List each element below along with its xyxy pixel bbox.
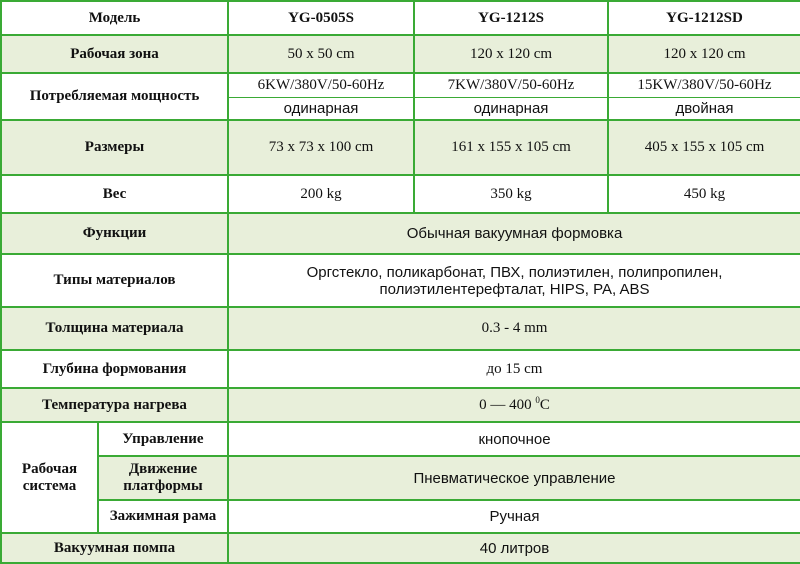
dimensions-value: 405 x 155 x 105 cm — [608, 120, 800, 175]
control-row — [1, 422, 800, 456]
power-type: одинарная — [228, 97, 414, 120]
power-value: 15KW/380V/50-60Hz — [608, 73, 800, 97]
working-area-value: 120 x 120 cm — [414, 35, 608, 73]
dimensions-value: 73 x 73 x 100 cm — [228, 120, 414, 175]
dimensions-row — [1, 120, 800, 175]
model-yg-0505s: YG-0505S — [228, 1, 414, 35]
working-area-label: Рабочая зона — [1, 35, 228, 73]
power-value: 6KW/380V/50-60Hz — [228, 73, 414, 97]
power-row — [1, 73, 800, 97]
platform-label — [98, 456, 228, 500]
platform-value: Пневматическое управление — [228, 456, 800, 500]
materials-line-1: Оргстекло, поликарбонат, ПВХ, полиэтилен, полипропилен, — [306, 263, 723, 281]
frame-label: Зажимная рама — [98, 500, 228, 533]
power-label: Потребляемая мощность — [1, 73, 228, 120]
thickness-row — [1, 307, 800, 350]
work-system-label-line-2: система — [22, 477, 77, 494]
dimensions-value: 161 x 155 x 105 cm — [414, 120, 608, 175]
weight-row — [1, 175, 800, 213]
weight-value: 450 kg — [608, 175, 800, 213]
temperature-row — [1, 388, 800, 422]
platform-label-line-1: Движение — [128, 461, 198, 477]
model-row — [1, 1, 800, 35]
platform-label-line-2: платформы — [123, 478, 203, 494]
temperature-degree: 0 — [535, 394, 540, 405]
dimensions-label: Размеры — [1, 120, 228, 175]
frame-value: Ручная — [228, 500, 800, 533]
materials-value — [228, 254, 800, 307]
power-type: двойная — [608, 97, 800, 120]
vacuum-pump-value: 40 литров — [228, 533, 800, 563]
thickness-label: Толщина материала — [1, 307, 228, 350]
power-value: 7KW/380V/50-60Hz — [414, 73, 608, 97]
functions-row — [1, 213, 800, 254]
control-label: Управление — [98, 422, 228, 456]
temperature-unit: C — [539, 396, 550, 413]
weight-label: Вес — [1, 175, 228, 213]
materials-label: Типы материалов — [1, 254, 228, 307]
platform-row — [1, 456, 800, 500]
materials-row — [1, 254, 800, 307]
depth-value: до 15 cm — [228, 350, 800, 388]
model-label: Модель — [1, 1, 228, 35]
model-yg-1212s: YG-1212S — [414, 1, 608, 35]
working-area-value: 50 x 50 cm — [228, 35, 414, 73]
depth-row — [1, 350, 800, 388]
control-value: кнопочное — [228, 422, 800, 456]
work-system-label — [1, 422, 98, 533]
vacuum-pump-label: Вакуумная помпа — [1, 533, 228, 563]
work-system-label-line-1: Рабочая — [21, 460, 78, 477]
depth-label: Глубина формования — [1, 350, 228, 388]
model-yg-1212sd: YG-1212SD — [608, 1, 800, 35]
vacuum-pump-row — [1, 533, 800, 563]
thickness-value: 0.3 - 4 mm — [228, 307, 800, 350]
temperature-range: 0 — 400 — [479, 396, 536, 413]
functions-label: Функции — [1, 213, 228, 254]
working-area-value: 120 x 120 cm — [608, 35, 800, 73]
weight-value: 350 kg — [414, 175, 608, 213]
frame-row — [1, 500, 800, 533]
weight-value: 200 kg — [228, 175, 414, 213]
functions-value: Обычная вакуумная формовка — [228, 213, 800, 254]
materials-line-2: полиэтилентерефталат, HIPS, PA, ABS — [379, 280, 650, 298]
power-type: одинарная — [414, 97, 608, 120]
temperature-value — [228, 388, 800, 422]
working-area-row — [1, 35, 800, 73]
temperature-label: Температура нагрева — [1, 388, 228, 422]
